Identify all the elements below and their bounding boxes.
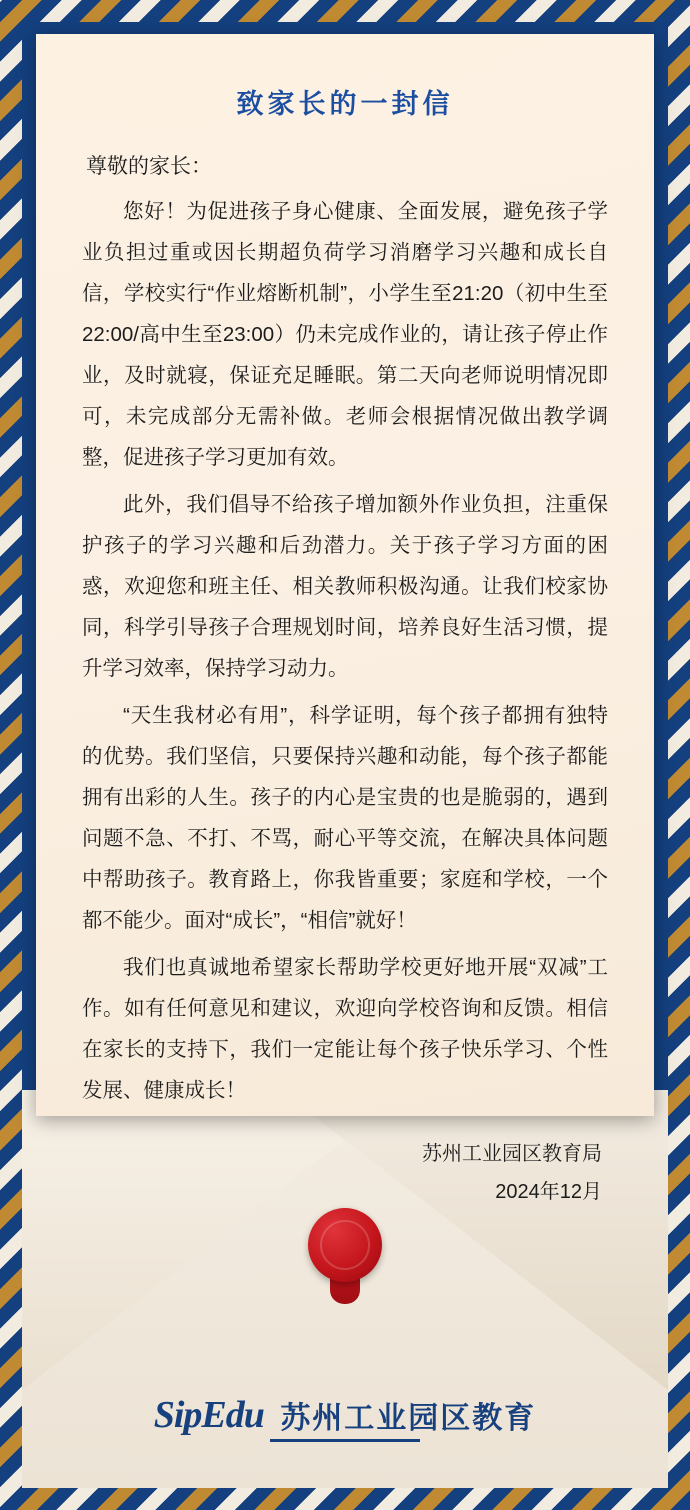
signature-organization: 苏州工业园区教育局 — [422, 1142, 602, 1165]
page-title: 致家长的一封信 — [236, 89, 454, 119]
signature-date: 2024年12月 — [495, 1180, 602, 1203]
letter-paragraph-2: 此外，我们倡导不给孩子增加额外作业负担，注重保护孩子的学习兴趣和后劲潜力。关于孩子学习方面的困惑，欢迎您和班主任、相关教师积极沟通。让我们校家协同，科学引导孩子合理规划时间，培养良好生活习惯，提升学习效率，保持学习动力。 — [82, 492, 608, 680]
footer-logo — [22, 1393, 668, 1442]
letter-paragraph-4: 我们也真诚地希望家长帮助学校更好地开展“双减”工作。如有任何意见和建议，欢迎向学校咨询和反馈。相信在家长的支持下，我们一定能让每个孩子快乐学习、个性发展、健康成长！ — [82, 955, 608, 1102]
sipedu-chinese-name: 苏州工业园区教育 — [280, 1402, 537, 1435]
logo-underline — [270, 1439, 420, 1442]
wax-seal-icon — [308, 1208, 382, 1282]
letter-paragraph-1: 您好！为促进孩子身心健康、全面发展，避免孩子学业负担过重或因长期超负荷学习消磨学习兴趣和成长自信，学校实行“作业熔断机制”，小学生至21:20（初中生至22:00/高中生至23:00）仍未完成作业的，请让孩子停止作业，及时就寝，保证充足睡眠。第二天向老师说明情况即可，未完成部分无需补做。老师会根据情况做出教学调整，促进孩子学习更加有效。 — [82, 199, 608, 469]
salutation: 尊敬的家长： — [86, 155, 212, 178]
letter-paragraph-3: “天生我材必有用”，科学证明，每个孩子都拥有独特的优势。我们坚信，只要保持兴趣和动能，每个孩子都能拥有出彩的人生。孩子的内心是宝贵的也是脆弱的，遇到问题不急、不打、不骂，耐心平等交流，在解决具体问题中帮助孩子。教育路上，你我皆重要；家庭和学校，一个都不能少。面对“成长”，“相信”就好！ — [82, 703, 608, 932]
sipedu-wordmark: SipEdu — [153, 1394, 264, 1436]
letter-sheet — [36, 34, 654, 1203]
signature-block — [82, 1135, 608, 1211]
